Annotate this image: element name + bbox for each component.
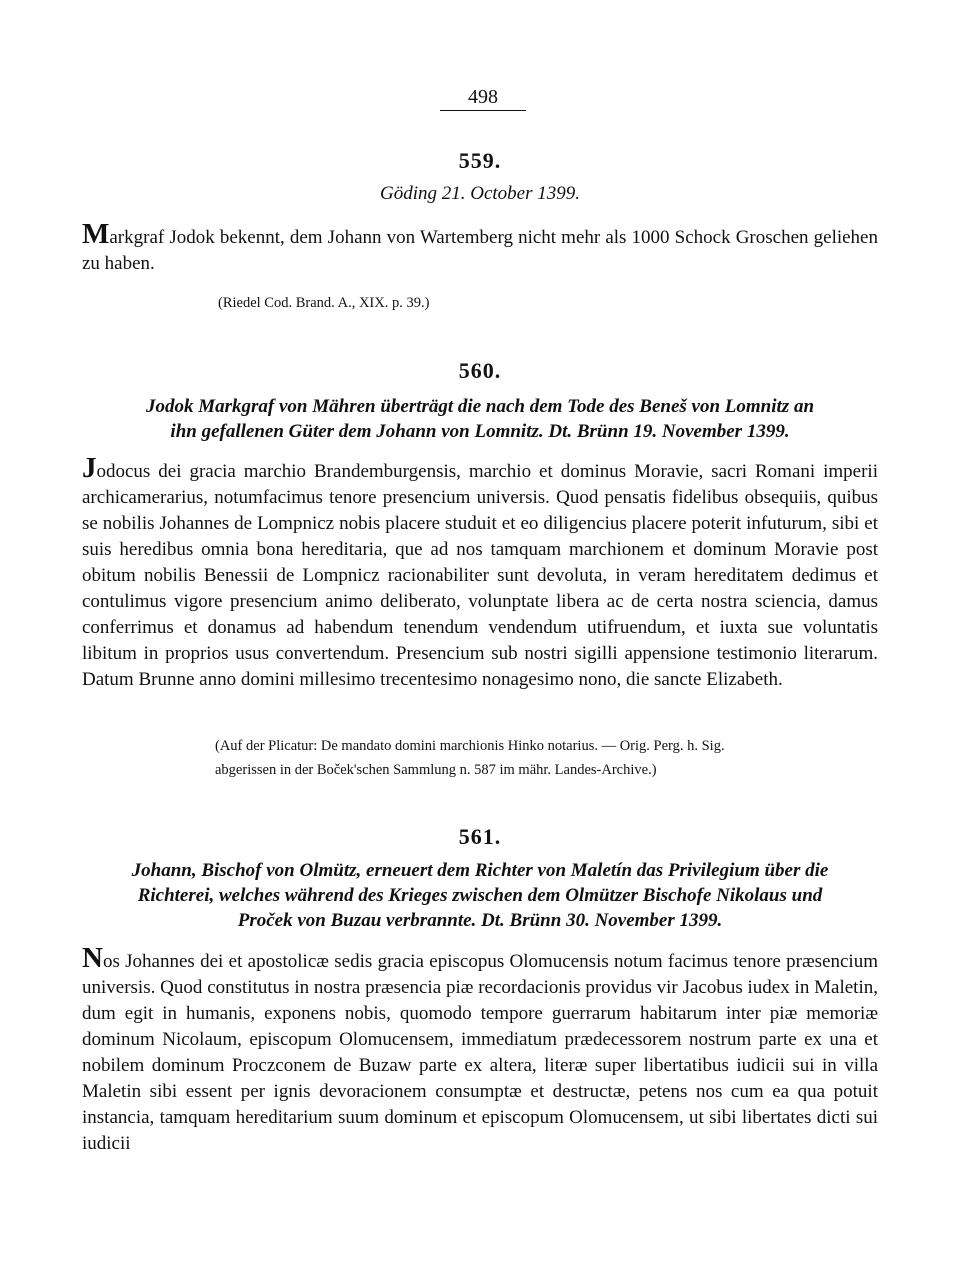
- dateline-559: Göding 21. October 1399.: [379, 183, 580, 204]
- document-number-559: 559.: [458, 148, 502, 173]
- regest-line: Johann, Bischof von Olmütz, erneuert dem Richter von Maletín das Privilegium über die: [131, 860, 829, 881]
- drop-initial: M: [82, 218, 110, 250]
- summary-559: [82, 218, 878, 277]
- regest-560: [82, 394, 878, 444]
- note-line: abgerissen in der Boček'schen Sammlung n. 587 im mähr. Landes-Archive.): [215, 762, 657, 778]
- document-text: os Johannes dei et apostolicæ sedis gracia episcopus Olomucensis notum facimus tenore præsencium universis. Quod constitutus in nostra præsencia piæ recordacionis providus vir Jacobus iudex in Maletin, dum egit in humanis, exponens nobis, quomodo tempore guerrarum habitarum inter piæ memoriæ dominum Nicolaum, episcopum Olomucensem, immediatum prædecessorem nostrum parte ex una et nobilem dominum Proczconem de Buzaw parte ex altera, literæ super libertatibus iudicii sui in villa Maletin sibi essent per ignis devoracionem consumptæ et destructæ, petens nos cum ea qua potuit instancia, tamquam hereditarium suum dominum et episcopum Olomucensem, ut sibi libertates dicti sui iudicii: [82, 951, 878, 1154]
- regest-561: [82, 858, 878, 933]
- note-line: (Auf der Plicatur: De mandato domini marchionis Hinko notarius. — Orig. Perg. h. Sig.: [215, 738, 725, 754]
- document-number-560: 560.: [458, 358, 502, 383]
- document-text: odocus dei gracia marchio Brandemburgensis, marchio et dominus Moravie, sacri Romani imperii archicamerarius, notumfacimus tenore presencium universis. Quod pensatis fidelibus obsequiis, quibus se nobilis Johannes de Lompnicz nobis placere studuit et eo diligencius placere poterit infuturum, sibi et suis heredibus omnia bona hereditaria, que ad nos tamquam marchionem et dominum Moravie post obitum nobilis Benessii de Lompnicz racionabiliter sunt devoluta, in veram hereditatem dedimus et contulimus vigore presencium animo deliberato, volunptate libera ac de certa nostra sciencia, damus conferrimus et donamus ad habendum tenendum vendendum utifruendum, et iuxta sue voluntatis libitum in proprios usus convertendum. Presencium sub nostri sigilli appensione testimonio literarum. Datum Brunne anno domini millesimo trecentesimo nonagesimo nono, die sancte Elizabeth.: [82, 461, 878, 690]
- regest-line: Proček von Buzau verbrannte. Dt. Brünn 30. November 1399.: [237, 910, 723, 931]
- regest-line: Jodok Markgraf von Mähren überträgt die nach dem Tode des Beneš von Lomnitz an: [145, 396, 815, 417]
- summary-text: arkgraf Jodok bekennt, dem Johann von Wartemberg nicht mehr als 1000 Schock Groschen geliehen zu haben.: [82, 227, 878, 274]
- document-text-561: [82, 942, 878, 1157]
- drop-initial: J: [82, 452, 97, 484]
- regest-line: Richterei, welches während des Krieges zwischen dem Olmützer Bischofe Nikolaus und: [137, 885, 823, 906]
- document-text-560: [82, 452, 878, 693]
- regest-line: ihn gefallenen Güter dem Johann von Lomnitz. Dt. Brünn 19. November 1399.: [170, 421, 790, 442]
- document-number-561: 561.: [458, 824, 502, 849]
- source-citation-559: (Riedel Cod. Brand. A., XIX. p. 39.): [218, 295, 430, 311]
- page-number: 498: [440, 86, 526, 111]
- drop-initial: N: [82, 942, 103, 974]
- archival-note-560: [215, 734, 878, 782]
